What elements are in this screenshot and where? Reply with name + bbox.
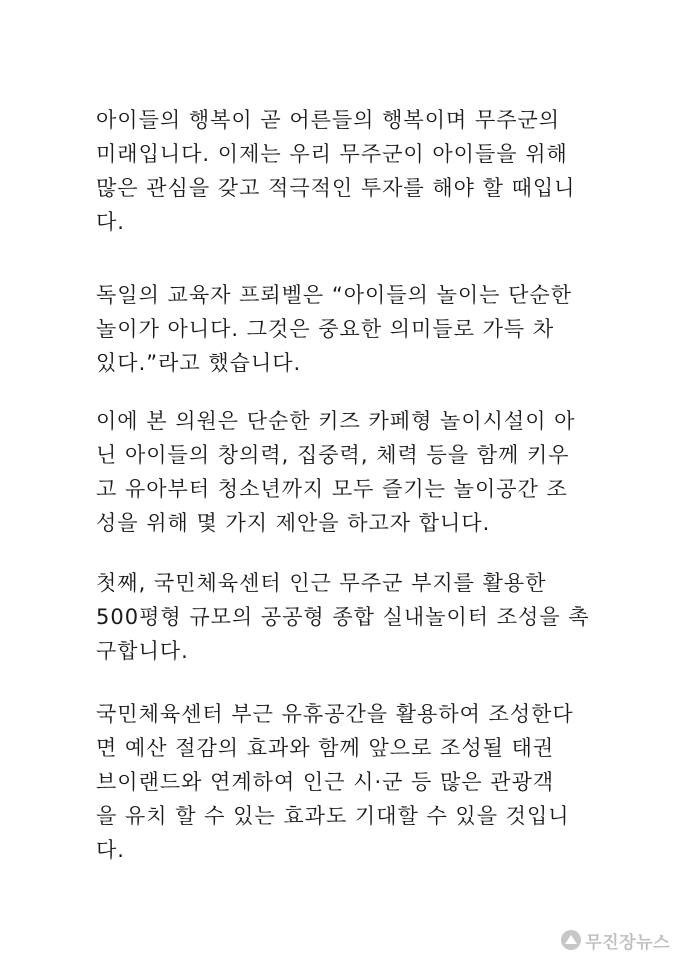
paragraph-line: 독일의 교육자 프뢰벨은 “아이들의 놀이는 단순한 [96,283,572,307]
paragraph-line: 아이들의 행복이 곧 어른들의 행복이며 무주군의 [96,108,561,132]
paragraph-line: 고 유아부터 청소년까지 모두 즐기는 놀이공간 조 [96,477,568,501]
paragraph-5 [96,697,596,867]
paragraph-line: 구합니다. [96,639,189,663]
paragraph-line: 을 유치 할 수 있는 효과도 기대할 수 있을 것입니 [96,804,570,828]
paragraph-line: 성을 위해 몇 가지 제안을 하고자 합니다. [96,511,491,535]
paragraph-line: 면 예산 절감의 효과와 함께 앞으로 조성될 태권 [96,736,555,760]
paragraph-line: 국민체육센터 부근 유휴공간을 활용하여 조성한다 [96,702,574,726]
paragraph-2 [96,278,596,380]
paragraph-line: 닌 아이들의 창의력, 집중력, 체력 등을 함께 키우 [96,443,570,467]
paragraph-line: 이에 본 의원은 단순한 키즈 카페형 놀이시설이 아 [96,409,576,433]
paragraph-line: 다. [96,838,125,862]
paragraph-1 [96,103,596,239]
watermark-text: 무진장뉴스 [585,932,670,952]
paragraph-4 [96,566,596,668]
paragraph-line: 있다.”라고 했습니다. [96,351,302,375]
paragraph-3 [96,404,596,540]
paragraph-line: 많은 관심을 갖고 적극적인 투자를 해야 할 때입니 [96,176,576,200]
paragraph-line: 브이랜드와 연계하여 인근 시·군 등 많은 관광객 [96,770,555,794]
paragraph-line: 다. [96,210,125,234]
paragraph-line: 첫째, 국민체육센터 인근 무주군 부지를 활용한 [96,571,547,595]
paragraph-line: 놀이가 아니다. 그것은 중요한 의미들로 가득 차 [96,317,555,341]
watermark [561,928,670,952]
paragraph-line: 미래입니다. 이제는 우리 무주군이 아이들을 위해 [96,142,568,166]
mountain-logo-icon [561,930,581,950]
paragraph-line: 500평형 규모의 공공형 종합 실내놀이터 조성을 촉 [96,605,590,629]
